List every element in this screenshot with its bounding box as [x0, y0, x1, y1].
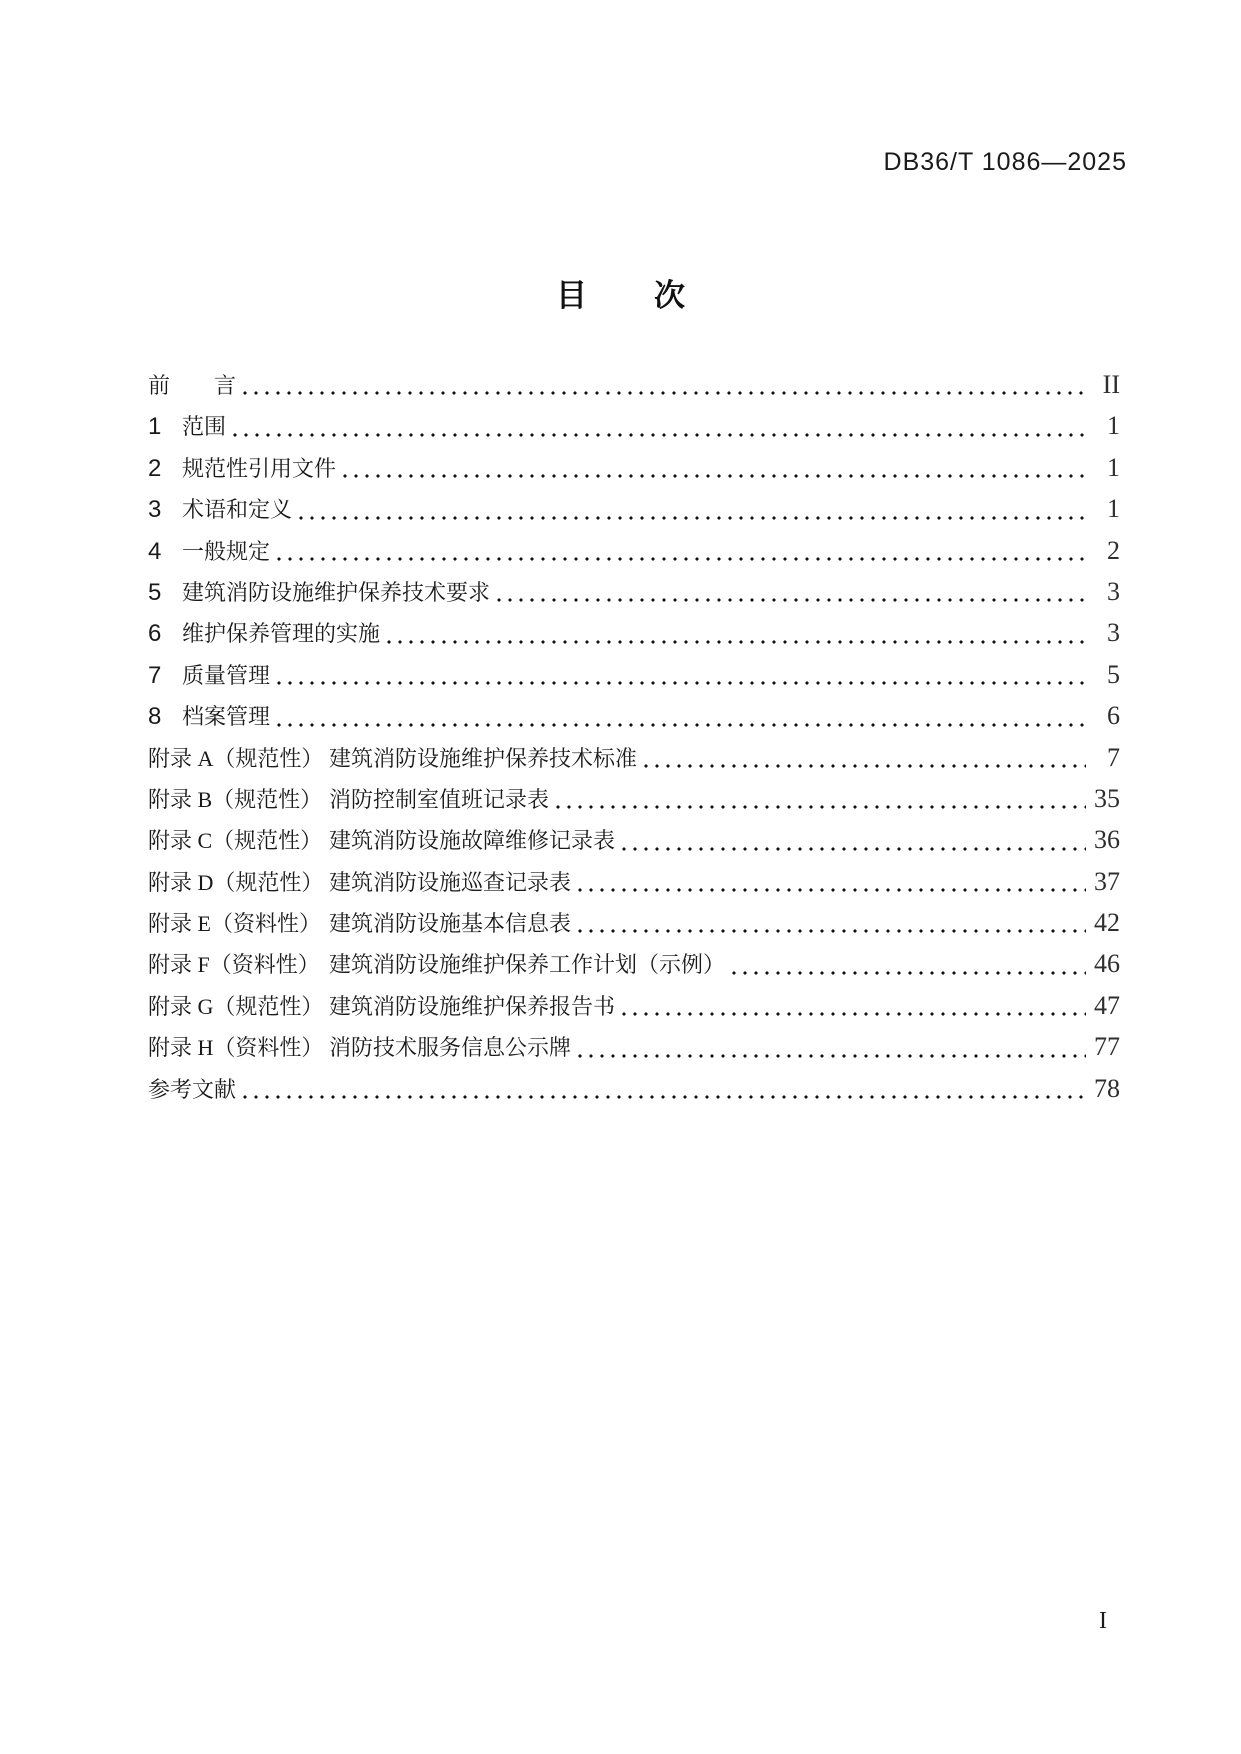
toc-entry-number: 3 — [148, 496, 162, 524]
toc-entry-label: 前 言 — [148, 373, 237, 398]
toc-entry-chapter-1 — [148, 405, 1120, 446]
page-title: 目 次 — [556, 278, 703, 313]
toc-entry-chapter-6 — [148, 612, 1120, 653]
toc-entry-number: 2 — [148, 454, 162, 482]
toc-entry-page: 77 — [1094, 1032, 1120, 1062]
toc-entry-page: 1 — [1107, 452, 1120, 482]
toc-entry-page: 42 — [1094, 908, 1120, 938]
leader-dots — [387, 640, 1086, 644]
toc-entry-title: 消防控制室值班记录表 — [329, 786, 550, 812]
toc-entry-label: 参考文献 — [148, 1076, 237, 1102]
toc-entry-appendix-h — [148, 1026, 1120, 1067]
leader-dots — [497, 598, 1086, 602]
toc-entry-label: 附录 E（资料性） — [148, 911, 321, 937]
toc-entry-title: 质量管理 — [182, 662, 271, 688]
toc-entry-label: 附录 A（规范性） — [148, 745, 324, 771]
leader-dots — [277, 723, 1086, 727]
toc-entry-title: 建筑消防设施巡查记录表 — [329, 869, 572, 895]
leader-dots — [578, 1054, 1086, 1058]
toc-entry-appendix-e — [148, 902, 1120, 943]
standard-code: DB36/T 1086—2025 — [883, 148, 1127, 176]
toc-entry-page: 78 — [1094, 1073, 1120, 1103]
leader-dots — [622, 1012, 1086, 1016]
toc-entry-page: 46 — [1094, 949, 1120, 979]
toc-entry-appendix-c — [148, 819, 1120, 860]
toc-entry-page: 5 — [1107, 659, 1120, 689]
toc-entry-page: 47 — [1094, 990, 1120, 1020]
toc-entry-page: 3 — [1107, 618, 1120, 648]
toc-entry-appendix-f — [148, 943, 1120, 984]
toc-entry-title: 建筑消防设施维护保养技术标准 — [329, 745, 638, 771]
toc-entry-title: 建筑消防设施故障维修记录表 — [329, 828, 616, 854]
toc-entry-page: II — [1102, 370, 1120, 399]
toc-entry-title: 建筑消防设施维护保养工作计划（示例） — [329, 952, 726, 978]
toc-entry-chapter-8 — [148, 695, 1120, 736]
toc-entry-title: 建筑消防设施基本信息表 — [329, 911, 572, 937]
toc-entry-title: 消防技术服务信息公示牌 — [329, 1035, 572, 1061]
leader-dots — [277, 681, 1086, 685]
leader-dots — [578, 929, 1086, 933]
toc-entry-number: 8 — [148, 703, 162, 731]
toc-entry-number: 4 — [148, 537, 162, 565]
toc-entry-references — [148, 1068, 1120, 1109]
leader-dots — [556, 805, 1086, 809]
leader-dots — [578, 888, 1086, 892]
toc-entry-chapter-3 — [148, 488, 1120, 529]
toc-entry-number: 1 — [148, 413, 162, 441]
leader-dots — [732, 971, 1086, 975]
toc-entry-label: 附录 B（规范性） — [148, 786, 323, 812]
toc-entry-chapter-5 — [148, 571, 1120, 612]
toc-entry-title: 档案管理 — [182, 704, 271, 730]
toc-entry-title: 建筑消防设施维护保养技术要求 — [182, 579, 491, 605]
toc-entry-title: 术语和定义 — [182, 497, 293, 523]
toc-entry-foreword — [148, 364, 1120, 405]
toc-entry-title: 一般规定 — [182, 538, 271, 564]
toc-entry-title: 范围 — [182, 414, 227, 440]
toc-entry-chapter-7 — [148, 654, 1120, 695]
footer-page-number: I — [1099, 1608, 1107, 1634]
toc-entry-appendix-b — [148, 778, 1120, 819]
leader-dots — [343, 474, 1086, 478]
leader-dots — [233, 433, 1086, 437]
toc-entry-label: 附录 F（资料性） — [148, 952, 320, 978]
toc-entry-appendix-g — [148, 985, 1120, 1026]
toc-entry-page: 3 — [1107, 576, 1120, 606]
toc-entry-number: 6 — [148, 620, 162, 648]
toc-entry-appendix-d — [148, 861, 1120, 902]
toc-entry-title: 建筑消防设施维护保养报告书 — [329, 993, 616, 1019]
toc-entry-chapter-4 — [148, 530, 1120, 571]
leader-dots — [622, 847, 1086, 851]
toc-entry-label: 附录 C（规范性） — [148, 828, 323, 854]
leader-dots — [243, 391, 1086, 395]
toc-entry-page: 35 — [1094, 783, 1120, 813]
toc-entry-label: 附录 H（资料性） — [148, 1035, 324, 1061]
leader-dots — [644, 764, 1086, 768]
toc-entry-page: 1 — [1107, 494, 1120, 524]
toc-entry-page: 6 — [1107, 701, 1120, 731]
toc-entry-label: 附录 D（规范性） — [148, 869, 324, 895]
toc-entry-number: 7 — [148, 661, 162, 689]
toc-entry-number: 5 — [148, 578, 162, 606]
toc-entry-appendix-a — [148, 737, 1120, 778]
leader-dots — [277, 557, 1086, 561]
toc-entry-chapter-2 — [148, 447, 1120, 488]
leader-dots — [299, 516, 1086, 520]
toc-entry-title: 维护保养管理的实施 — [182, 621, 381, 647]
toc-entry-page: 36 — [1094, 825, 1120, 855]
toc-entry-label: 附录 G（规范性） — [148, 993, 324, 1019]
toc-entry-page: 37 — [1094, 866, 1120, 896]
leader-dots — [243, 1095, 1086, 1099]
table-of-contents — [148, 364, 1120, 1109]
toc-entry-page: 7 — [1107, 742, 1120, 772]
toc-entry-page: 1 — [1107, 411, 1120, 441]
toc-entry-page: 2 — [1107, 535, 1120, 565]
toc-entry-title: 规范性引用文件 — [182, 455, 337, 481]
